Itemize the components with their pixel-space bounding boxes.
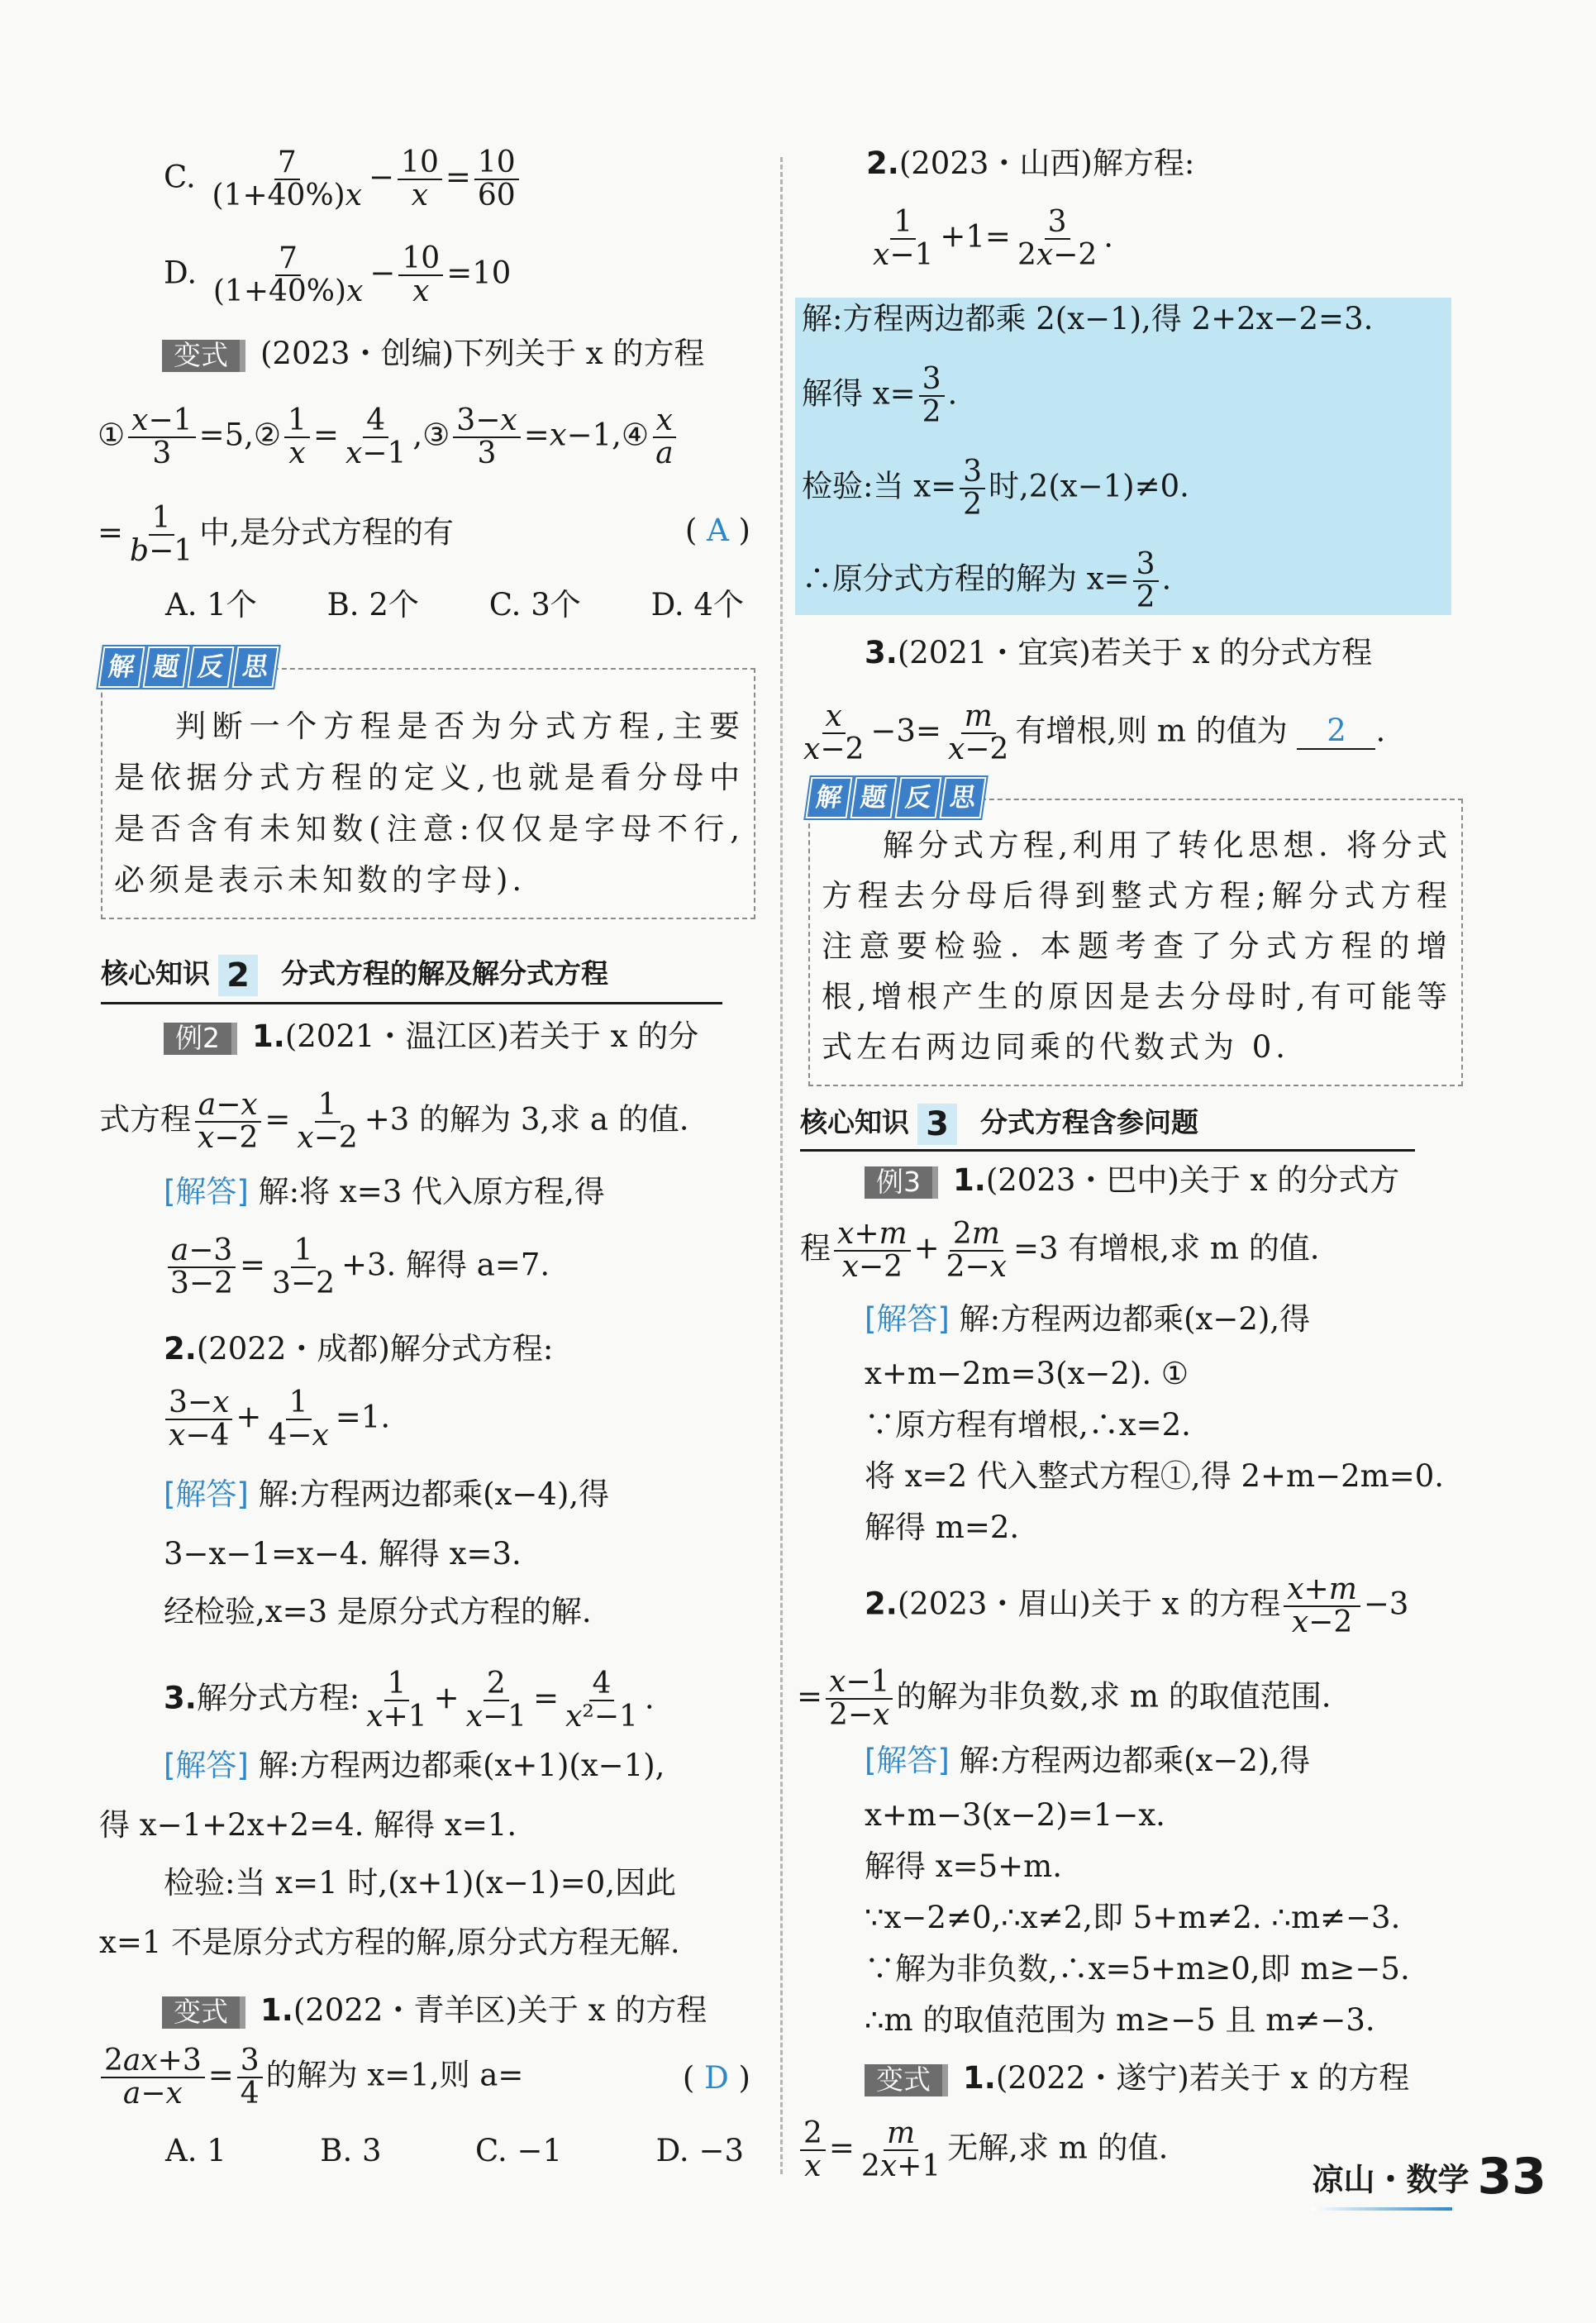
key-point-underline xyxy=(101,1002,722,1004)
subject-label: 凉山・数学 xyxy=(1312,2161,1470,2198)
example-3-q2: 2.(2023・眉山)关于 x 的方程 $\frac{x+m}{x-2}$ −3 xyxy=(865,1572,1409,1639)
variant-2-question: $\frac{2ax+3}{a-x}$ = $\frac{3}{4}$ 的解为 x=1,则 a= ( D ) xyxy=(98,2045,759,2110)
example-2-header: 例2 1.(2021・温江区)若关于 x 的分 xyxy=(164,1020,698,1055)
example-3-solution-2: x+m−2m=3(x−2). ① xyxy=(865,1356,1189,1391)
example-2-q2-solution-1: [解答] 解:方程两边都乘(x−4),得 xyxy=(164,1476,610,1512)
reflection-text: 解分式方程,利用了转化思想. 将分式方程去分母后得到整式方程;解分式方程注意要检验. 本题考查了分式方程的增根,增根产生的原因是去分母时,有可能等式左右两边同乘的代数式为 0. xyxy=(822,828,1451,1065)
example-2-q3-solution-3: 检验:当 x=1 时,(x+1)(x−1)=0,因此 xyxy=(164,1865,677,1901)
example-2-q1-equation: 式方程 $\frac{a-x}{x-2}$ = $\frac{1}{x-2}$ +3 的解为 3,求 a 的值. xyxy=(99,1088,689,1155)
variant-1-choices: A. 1个 B. 2个 C. 3个 D. 4个 xyxy=(165,587,744,622)
example-2-q1-solution-2: $\frac{a-3}{3-2}$ = $\frac{1}{3-2}$ +3. 解得 a=7. xyxy=(164,1235,550,1300)
solution-2-line-4: ∴原分式方程的解为 x= $\frac{3}{2}$ . xyxy=(802,547,1172,614)
example-3-solution-3: ∵原方程有增根,∴x=2. xyxy=(865,1407,1191,1443)
variant-1-question: = $\frac{1}{b-1}$ 中,是分式方程的有 ( A ) xyxy=(98,501,750,568)
reflection-badge: 解 题 反 思 xyxy=(101,646,276,688)
option-c: C. $\frac{7}{(1+40\%)x}$ − $\frac{10}{x}$ = $\frac{10}{60}$ xyxy=(164,147,522,212)
page-number: 33 xyxy=(1477,2148,1546,2206)
example-3-q2-solution-6: ∴m 的取值范围为 m≥−5 且 m≠−3. xyxy=(865,2002,1375,2038)
solution-2-line-1: 解:方程两边都乘 2(x−1),得 2+2x−2=3. xyxy=(802,301,1374,336)
reflection-box xyxy=(808,783,1463,1086)
example-3-header: 例3 1.(2023・巴中)关于 x 的分式方 xyxy=(865,1164,1399,1199)
example-3-q2-solution-5: ∵解为非负数,∴x=5+m≥0,即 m≥−5. xyxy=(865,1951,1410,1987)
footer-accent-bar xyxy=(1312,2207,1452,2211)
answer-bracket: ( A ) xyxy=(684,513,750,548)
example-3-solution-4: 将 x=2 代入整式方程①,得 2+m−2m=0. xyxy=(865,1458,1445,1494)
variant-3-equation: $\frac{2}{x}$ = $\frac{m}{2x+1}$ 无解,求 m 的值. xyxy=(797,2118,1168,2182)
variant-1-equations: ① $\frac{x-1}{3}$ =5,② $\frac{1}{x}$ = $\frac{4}{x-1}$ ,③ $\frac{3-x}{3}$ =x−1,④ $\frac{x}{a}$ xyxy=(98,405,680,470)
example-2-q2-solution-3: 经检验,x=3 是原分式方程的解. xyxy=(164,1594,592,1629)
example-2-q3-solution-2: 得 x−1+2x+2=4. 解得 x=1. xyxy=(99,1807,517,1843)
example-3-q2-solution-1: [解答] 解:方程两边都乘(x−2),得 xyxy=(865,1743,1311,1778)
column-divider xyxy=(780,157,783,2174)
answer-bracket: ( D ) xyxy=(682,2060,750,2096)
option-d: D. $\frac{7}{(1+40\%)x}$ − $\frac{10}{x}$ =10 xyxy=(164,241,512,308)
example-2-q2-equation: $\frac{3-x}{x-4}$ + $\frac{1}{4-x}$ =1. xyxy=(162,1387,390,1452)
example-2-q3: 3.解分式方程: $\frac{1}{x+1}$ + $\frac{2}{x-1}$ = $\frac{4}{\text{x²−1}}$ . xyxy=(164,1667,655,1734)
question-3: 3.(2021・宜宾)若关于 x 的分式方程 xyxy=(865,635,1373,670)
key-point-3-header: 核心知识 3 分式方程含参问题 xyxy=(800,1104,1198,1143)
key-point-underline xyxy=(800,1149,1415,1152)
example-3-q2-solution-2: x+m−3(x−2)=1−x. xyxy=(865,1797,1165,1833)
variant-1-header: 变式 (2023・创编)下列关于 x 的方程 xyxy=(162,337,704,372)
example-3-q2-line-2: = $\frac{x-1}{2-x}$ 的解为非负数,求 m 的取值范围. xyxy=(797,1665,1332,1732)
reflection-text: 判断一个方程是否为分式方程,主要是依据分式方程的定义,也就是看分母中是否含有未知数(注意:仅仅是字母不行,必须是表示未知数的字母). xyxy=(114,708,744,898)
solution-2-line-3: 检验:当 x= $\frac{3}{2}$ 时,2(x−1)≠0. xyxy=(802,455,1189,522)
example-2-q2-solution-2: 3−x−1=x−4. 解得 x=3. xyxy=(164,1536,522,1572)
question-2-equation: $\frac{1}{x-1}$ +1= $\frac{3}{2x-2}$ . xyxy=(873,205,1113,272)
key-point-2-header: 核心知识 2 分式方程的解及解分式方程 xyxy=(101,956,608,995)
example-2-q2: 2.(2022・成都)解分式方程: xyxy=(164,1331,554,1367)
solution-2-line-2: 解得 x= $\frac{3}{2}$ . xyxy=(802,362,958,429)
example-3-solution-5: 解得 m=2. xyxy=(865,1510,1020,1545)
variant-2-header: 变式 1.(2022・青羊区)关于 x 的方程 xyxy=(162,1994,707,2029)
reflection-box xyxy=(101,652,755,919)
page-footer xyxy=(1312,2148,1546,2206)
variant-2-choices: A. 1 B. 3 C. −1 D. −3 xyxy=(165,2133,744,2168)
example-3-solution-1: [解答] 解:方程两边都乘(x−2),得 xyxy=(865,1301,1311,1337)
example-3-q1-equation: 程 $\frac{x+m}{x-2}$ + $\frac{2m}{2-x}$ =3 有增根,求 m 的值. xyxy=(800,1217,1320,1284)
question-2: 2.(2023・山西)解方程: xyxy=(866,145,1195,181)
example-2-q3-solution-1: [解答] 解:方程两边都乘(x+1)(x−1), xyxy=(164,1748,665,1783)
variant-tag: 变式 xyxy=(162,340,245,371)
example-3-q2-solution-3: 解得 x=5+m. xyxy=(865,1848,1063,1884)
question-3-equation: $\frac{x}{x-2}$ −3= $\frac{m}{x-2}$ 有增根,则 m 的值为 2 . xyxy=(803,699,1386,766)
reflection-badge: 解 题 反 思 xyxy=(808,777,984,818)
example-3-q2-solution-4: ∵x−2≠0,∴x≠2,即 5+m≠2. ∴m≠−3. xyxy=(865,1900,1401,1935)
answer-blank: 2 xyxy=(1297,714,1375,750)
example-2-q1-solution-1: [解答] 解:将 x=3 代入原方程,得 xyxy=(164,1174,605,1209)
variant-3-header: 变式 1.(2022・遂宁)若关于 x 的方程 xyxy=(865,2062,1409,2096)
example-2-q3-solution-4: x=1 不是原分式方程的解,原分式方程无解. xyxy=(99,1925,680,1960)
